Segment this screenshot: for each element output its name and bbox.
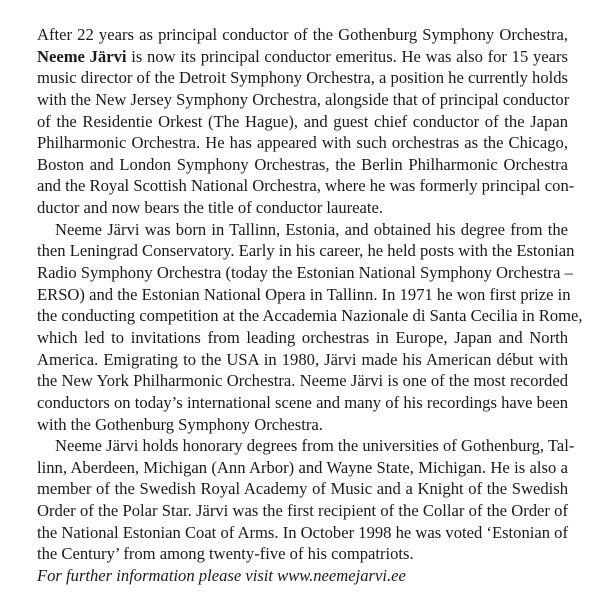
- text-line: which led to invitations from leading orchestras in Europe, Japan and North: [37, 327, 568, 347]
- text-line: with the New Jersey Symphony Orchestra, alongside that of principal conductor: [37, 89, 570, 109]
- text-line: [37, 46, 568, 68]
- further-info-note: [37, 565, 568, 587]
- text-line: the Century’ from among twenty-five of his compatriots.: [37, 544, 414, 564]
- text-line: ductor and now bears the title of conductor laureate.: [37, 198, 384, 218]
- text-line: the National Estonian Coat of Arms. In October 1998 he was voted ‘Estonian of: [37, 522, 568, 542]
- text-line: America. Emigrating to the USA in 1980, Järvi made his American début with: [37, 349, 568, 369]
- text-line: Neeme Järvi was born in Tallinn, Estonia, and obtained his degree from the: [55, 219, 568, 239]
- text-line: then Leningrad Conservatory. Early in his career, he held posts with the Estonian: [37, 241, 575, 261]
- biography-text-block: [37, 24, 583, 587]
- text-line: the New York Philharmonic Orchestra. Neeme Järvi is one of the most recorded: [37, 371, 568, 391]
- text-line: Order of the Polar Star. Järvi was the first recipient of the Collar of the Order of: [37, 501, 568, 521]
- further-info-text: For further information please visit: [37, 566, 278, 586]
- text-line: the conducting competition at the Accademia Nazionale di Santa Cecilia in Rome,: [37, 306, 583, 326]
- text-line: ERSO) and the Estonian National Opera in Tallinn. In 1971 he won first prize in: [37, 284, 571, 304]
- text-line: After 22 years as principal conductor of the Gothenburg Symphony Orchestra,: [37, 25, 568, 44]
- text-line: music director of the Detroit Symphony Orchestra, a position he currently holds: [37, 68, 568, 88]
- text-line: Boston and London Symphony Orchestras, the Berlin Philharmonic Orchestra: [37, 154, 568, 174]
- text-line: linn, Aberdeen, Michigan (Ann Arbor) and Wayne State, Michigan. He is also a: [37, 457, 568, 477]
- paragraph-2: [37, 219, 583, 435]
- text-line: member of the Swedish Royal Academy of Music and a Knight of the Swedish: [37, 479, 568, 499]
- text-line: with the Gothenburg Symphony Orchestra.: [37, 414, 323, 434]
- paragraph-3: [37, 435, 575, 565]
- text-fragment: is now its principal conductor emeritus. He was also for 15 years: [126, 46, 568, 66]
- text-line: [37, 565, 568, 587]
- conductor-name-bold: Neeme Järvi: [37, 46, 127, 66]
- text-line: Radio Symphony Orchestra (today the Estonian National Symphony Orchestra –: [37, 263, 573, 283]
- website-link[interactable]: www.neemejarvi.ee: [277, 566, 406, 586]
- text-line: conductors on today’s international scene and many of his recordings have been: [37, 392, 568, 412]
- text-line: Neeme Järvi holds honorary degrees from the universities of Gothenburg, Tal-: [55, 436, 575, 456]
- paragraph-1: [37, 24, 575, 219]
- text-line: Philharmonic Orchestra. He has appeared with such orchestras as the Chicago,: [37, 133, 568, 153]
- text-line: of the Residentie Orkest (The Hague), and guest chief conductor of the Japan: [37, 111, 568, 131]
- text-line: and the Royal Scottish National Orchestra, where he was formerly principal con-: [37, 176, 575, 196]
